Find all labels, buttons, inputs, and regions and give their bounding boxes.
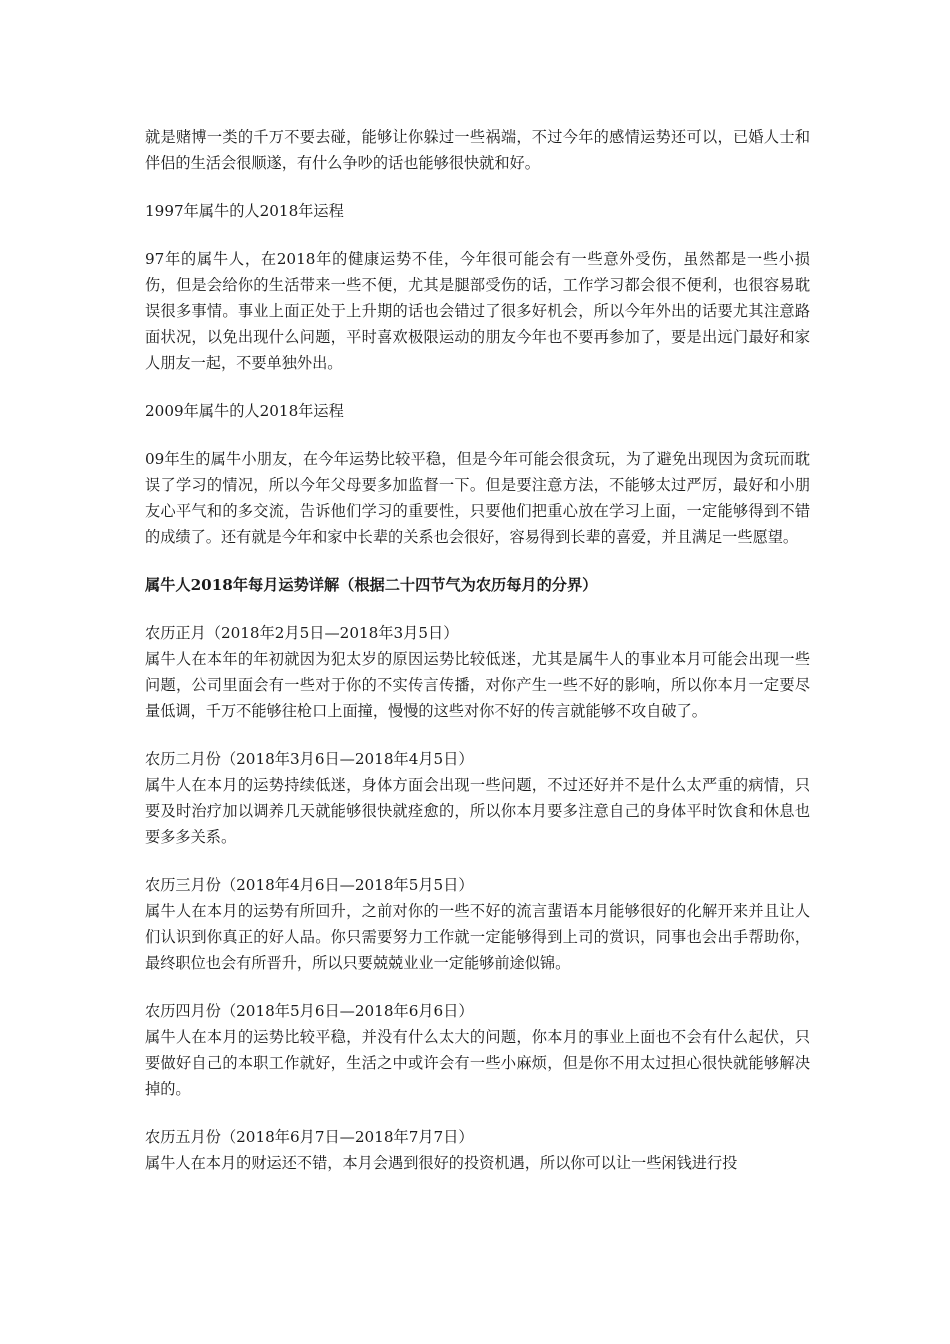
month-title: 农历二月份（2018年3月6日—2018年4月5日） [145,750,474,768]
month-body: 属牛人在本月的财运还不错，本月会遇到很好的投资机遇，所以你可以让一些闲钱进行投 [145,1154,738,1172]
month-block-5 [145,1124,810,1176]
month-block-3 [145,872,810,976]
month-body: 属牛人在本月的运势比较平稳，并没有什么太大的问题，你本月的事业上面也不会有什么起伏，只要做好自己的本职工作就好，生活之中或许会有一些小麻烦，但是你不用太过担心很快就能够解决掉的。 [145,1028,810,1098]
month-title: 农历四月份（2018年5月6日—2018年6月6日） [145,1002,474,1020]
month-title: 农历正月（2018年2月5日—2018年3月5日） [145,624,459,642]
month-body: 属牛人在本年的年初就因为犯太岁的原因运势比较低迷，尤其是属牛人的事业本月可能会出现一些问题，公司里面会有一些对于你的不实传言传播，对你产生一些不好的影响，所以你本月一定要尽量低调，千万不能够往枪口上面撞，慢慢的这些对你不好的传言就能够不攻自破了。 [145,650,810,720]
month-title: 农历五月份（2018年6月7日—2018年7月7日） [145,1128,474,1146]
month-body: 属牛人在本月的运势有所回升，之前对你的一些不好的流言蜚语本月能够很好的化解开来并且让人们认识到你真正的好人品。你只需要努力工作就一定能够得到上司的赏识，同事也会出手帮助你，最终职位也会有所晋升，所以只要兢兢业业一定能够前途似锦。 [145,902,810,972]
section-2009-body: 09年生的属牛小朋友，在今年运势比较平稳，但是今年可能会很贪玩，为了避免出现因为贪玩而耽误了学习的情况，所以今年父母要多加监督一下。但是要注意方法，不能够太过严厉，最好和小朋友心平气和的多交流，告诉他们学习的重要性，只要他们把重心放在学习上面，一定能够得到不错的成绩了。还有就是今年和家中长辈的关系也会很好，容易得到长辈的喜爱，并且满足一些愿望。 [145,450,810,546]
document-page [145,124,810,1198]
month-block-4 [145,998,810,1102]
month-body: 属牛人在本月的运势持续低迷，身体方面会出现一些问题，不过还好并不是什么太严重的病情，只要及时治疗加以调养几天就能够很快就痊愈的，所以你本月要多注意自己的身体平时饮食和休息也要多多关系。 [145,776,810,846]
month-block-1 [145,620,810,724]
intro-paragraph: 就是赌博一类的千万不要去碰，能够让你躲过一些祸端，不过今年的感情运势还可以，已婚人士和伴侣的生活会很顺遂，有什么争吵的话也能够很快就和好。 [145,128,810,172]
monthly-heading: 属牛人2018年每月运势详解（根据二十四节气为农历每月的分界） [145,576,598,594]
section-1997-body: 97年的属牛人，在2018年的健康运势不佳，今年很可能会有一些意外受伤，虽然都是一些小损伤，但是会给你的生活带来一些不便，尤其是腿部受伤的话，工作学习都会很不便利，也很容易耽误很多事情。事业上面正处于上升期的话也会错过了很多好机会，所以今年外出的话要尤其注意路面状况，以免出现什么问题，平时喜欢极限运动的朋友今年也不要再参加了，要是出远门最好和家人朋友一起，不要单独外出。 [145,250,810,372]
section-2009-heading: 2009年属牛的人2018年运程 [145,402,344,420]
month-block-2 [145,746,810,850]
section-1997-heading: 1997年属牛的人2018年运程 [145,202,344,220]
month-title: 农历三月份（2018年4月6日—2018年5月5日） [145,876,474,894]
